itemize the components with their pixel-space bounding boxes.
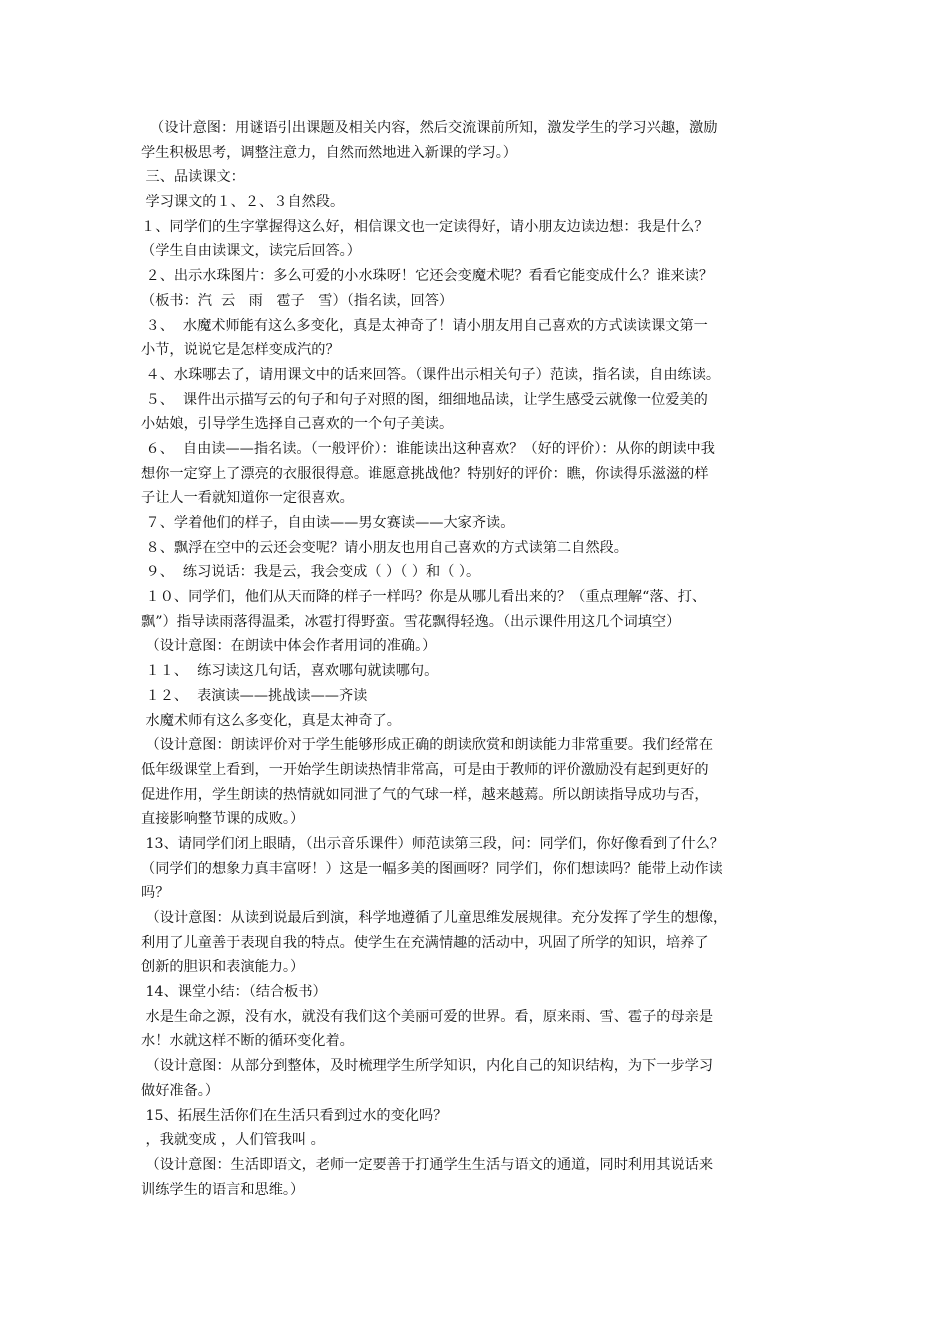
text-line: ５、 课件出示描写云的句子和句子对照的图，细细地品读，让学生感受云就像一位爱美的	[141, 391, 708, 408]
text-line: ２、出示水珠图片：多么可爱的小水珠呀！它还会变魔术呢？看看它能变成什么？谁来读？	[141, 268, 714, 285]
text-line: ６、 自由读——指名读。（一般评价）：谁能读出这种喜欢？（好的评价）：从你的朗读中我	[141, 440, 715, 457]
text-line: 学习课文的１、２、３自然段。	[141, 194, 345, 211]
text-line: 飘”）指导读雨落得温柔，冰雹打得野蛮。雪花飘得轻逸。（出示课件用这几个词填空）	[141, 613, 681, 630]
text-line: 14、课堂小结：（结合板书）	[141, 984, 327, 1001]
text-line: 学生积极思考，调整注意力，自然而然地进入新课的学习。）	[141, 144, 517, 161]
text-line: 小姑娘，引导学生选择自己喜欢的一个句子美读。	[141, 416, 454, 433]
text-line: ８、飘浮在空中的云还会变呢？请小朋友也用自己喜欢的方式读第二自然段。	[141, 539, 628, 556]
text-line: ，我就变成 ，人们管我叫 。	[141, 1132, 325, 1149]
text-line: 水是生命之源，没有水，就没有我们这个美丽可爱的世界。看，原来雨、雪、雹子的母亲是	[141, 1008, 714, 1025]
text-line: １２、 表演读——挑战读——齐读	[141, 687, 368, 704]
text-line: １０、同学们，他们从天而降的样子一样吗？你是从哪儿看出来的？（重点理解“落、打、	[141, 589, 707, 606]
text-line: １、同学们的生字掌握得这么好，相信课文也一定读得好，请小朋友边读边想：我是什么？	[141, 218, 709, 235]
text-line: ４、水珠哪去了，请用课文中的话来回答。（课件出示相关句子）范读，指名读，自由练读。	[141, 366, 721, 383]
text-line: 水！水就这样不断的循环变化着。	[141, 1033, 354, 1050]
text-line: ９、 练习说话：我是云，我会变成（ ）（ ）和（ ）。	[141, 564, 481, 581]
text-line: （设计意图：朗读评价对于学生能够形成正确的朗读欣赏和朗读能力非常重要。我们经常在	[141, 737, 714, 754]
text-line: 水魔术师有这么多变化，真是太神奇了。	[141, 712, 401, 729]
text-line: １１、 练习读这几句话，喜欢哪句就读哪句。	[141, 663, 439, 680]
text-line: 15、拓展生活你们在生活只看到过水的变化吗？	[141, 1107, 448, 1124]
text-line: ７、学着他们的样子，自由读——男女赛读——大家齐读。	[141, 515, 515, 531]
document-body	[141, 116, 817, 1202]
text-line: （设计意图：生活即语文，老师一定要善于打通学生生活与语文的通道，同时利用其说话来	[141, 1156, 714, 1173]
text-line: 吗？	[141, 885, 170, 902]
text-line: （板书：汽 云 雨 雹子 雪）（指名读，回答）	[141, 292, 454, 309]
text-line: ３、 水魔术师能有这么多变化，真是太神奇了！请小朋友用自己喜欢的方式读读课文第一	[141, 317, 708, 334]
text-line: 做好准备。）	[141, 1082, 220, 1099]
text-line: 三、品读课文：	[141, 169, 245, 186]
text-line: 想你一定穿上了漂亮的衣服很得意。谁愿意挑战他？特别好的评价：瞧，你读得乐滋滋的样	[141, 465, 709, 482]
text-line: 训练学生的语言和思维。）	[141, 1181, 305, 1198]
text-line: 13、请同学们闭上眼睛，（出示音乐课件）师范读第三段，问：同学们，你好像看到了什么？	[141, 835, 724, 852]
text-line: （同学们的想象力真丰富呀！）这是一幅多美的图画呀？同学们，你们想读吗？能带上动作读	[141, 860, 723, 877]
text-line: （学生自由读课文，读完后回答。）	[141, 243, 361, 260]
text-line: （设计意图：从部分到整体，及时梳理学生所学知识，内化自己的知识结构，为下一步学习	[141, 1058, 714, 1075]
text-line: 利用了儿童善于表现自我的特点。使学生在充满情趣的活动中，巩固了所学的知识，培养了	[141, 934, 709, 951]
text-line: （设计意图：用谜语引出课题及相关内容，然后交流课前所知，激发学生的学习兴趣，激励	[141, 120, 718, 136]
text-line: （设计意图：在朗读中体会作者用词的准确。）	[141, 638, 437, 655]
text-line: 促进作用，学生朗读的热情就如同泄了气的气球一样，越来越蔫。所以朗读指导成功与否，	[141, 786, 709, 803]
text-line: 子让人一看就知道你一定很喜欢。	[141, 490, 354, 507]
text-line: 小节，说说它是怎样变成汽的？	[141, 342, 340, 359]
text-line: 创新的胆识和表演能力。）	[141, 959, 305, 976]
text-line: 低年级课堂上看到，一开始学生朗读热情非常高，可是由于教师的评价激励没有起到更好的	[141, 761, 709, 778]
text-line: 直接影响整节课的成败。）	[141, 811, 305, 828]
text-line: （设计意图：从读到说最后到演，科学地遵循了儿童思维发展规律。充分发挥了学生的想像，	[141, 910, 728, 926]
